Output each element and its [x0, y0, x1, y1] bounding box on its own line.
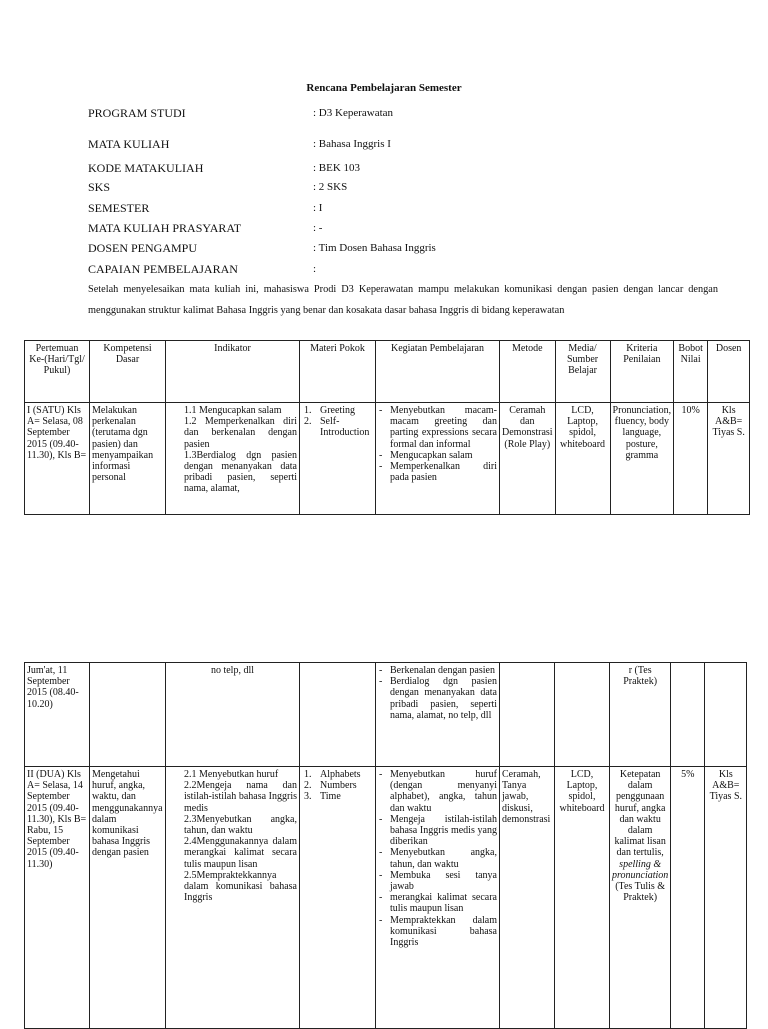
cell-pertemuan: Jum'at, 11 September 2015 (08.40-10.20): [25, 663, 90, 767]
list-item: - Mengucapkan salam: [379, 449, 473, 461]
cell-dosen: [705, 663, 747, 767]
cell-metode: Ceramah dan Demonstrasi (Role Play): [500, 403, 556, 515]
cell-indikator: [166, 403, 300, 515]
list-item: - Menyebutkan huruf (dengan menyanyi alphabet), angka, tahun dan waktu: [379, 769, 497, 814]
meta-value: : 2 SKS: [313, 181, 348, 193]
table-header-row: [25, 341, 750, 403]
meta-value: : Bahasa Inggris I: [313, 138, 391, 150]
cell-kompetensi: Mengetahui huruf, angka, waktu, dan menggunakannya dalam komunikasi bahasa Inggris dengan pasien: [90, 767, 166, 1029]
cell-kriteria: [610, 767, 671, 1029]
cell-pertemuan: I (SATU) Kls A= Selasa, 08 September 2015 (09.40-11.30), Kls B=: [25, 403, 90, 515]
cell-dosen: Kls A&B= Tiyas S.: [705, 767, 747, 1029]
cell-kegiatan: [376, 663, 500, 767]
cell-indikator: no telp, dll: [166, 663, 300, 767]
list-item: 1. Alphabets: [304, 769, 361, 780]
list-item: 1. Greeting: [304, 405, 355, 416]
table-row: [25, 403, 750, 515]
cell-kriteria: Pronunciation, fluency, body language, posture, gramma: [610, 403, 674, 515]
header-metode: Metode: [500, 341, 556, 403]
meta-key: MATA KULIAH PRASYARAT: [88, 221, 242, 235]
cell-bobot: [671, 663, 705, 767]
header-materi: Materi Pokok: [300, 341, 376, 403]
list-item: 2.1 Menyebutkan huruf: [184, 769, 279, 780]
cell-metode: Ceramah, Tanya jawab, diskusi, demonstrasi: [500, 767, 555, 1029]
header-kegiatan: Kegiatan Pembelajaran: [376, 341, 500, 403]
list-item: 3. Time: [304, 791, 341, 803]
header-kompetensi: Kompetensi Dasar: [90, 341, 166, 403]
cell-indikator: [166, 767, 300, 1029]
meta-value: : I: [313, 202, 323, 214]
cell-bobot: 10%: [674, 403, 708, 515]
cell-kegiatan: [376, 403, 500, 515]
header-kriteria: Kriteria Penilaian: [610, 341, 674, 403]
meta-key: MATA KULIAH: [88, 137, 170, 151]
list-item: - Membuka sesi tanya jawab: [379, 869, 497, 893]
cell-materi: [300, 767, 376, 1029]
list-item: - Memperkenalkan diri pada pasien: [379, 461, 497, 484]
rps-table-part-1: [24, 340, 750, 515]
list-item: 2.2Mengeja nama dan istilah-istilah bahasa Inggris medis: [184, 780, 297, 814]
list-item: - merangkai kalimat secara tulis maupun lisan: [379, 892, 497, 915]
header-pertemuan: Pertemuan Ke-(Hari/Tgl/ Pukul): [25, 341, 90, 403]
cell-media: [555, 663, 610, 767]
meta-key: PROGRAM STUDI: [88, 106, 186, 120]
table-row: [25, 767, 747, 1029]
cell-kompetensi: Melakukan perkenalan (terutama dgn pasien) dan menyampaikan informasi personal: [90, 403, 166, 515]
list-item: 1.2 Memperkenalkan diri dan berkenalan dengan pasien: [184, 416, 297, 450]
kriteria-tail: (Tes Tulis & Praktek): [615, 881, 666, 904]
list-item: 2.3Menyebutkan angka, tahun, dan waktu: [184, 813, 297, 837]
list-item: - Berkenalan dengan pasien: [379, 665, 495, 676]
list-item: - Menyebutkan angka, tahun, dan waktu: [379, 847, 497, 870]
cell-media: LCD, Laptop, spidol, whiteboard: [555, 767, 610, 1029]
cell-kegiatan: [376, 767, 500, 1029]
list-item: - Mempraktekkan dalam komunikasi bahasa Inggris: [379, 914, 497, 949]
cell-metode: [500, 663, 555, 767]
list-item: 2. Self-Introduction: [304, 416, 370, 439]
meta-key: CAPAIAN PEMBELAJARAN: [88, 262, 238, 276]
list-item: - Berdialog dgn pasien dengan menanyakan data pribadi pasien, seperti nama, alamat, no telp, dll: [379, 676, 497, 721]
list-item: - Menyebutkan macam-macam greeting dan parting expressions secara formal dan informal: [379, 405, 497, 450]
cell-media: LCD, Laptop, spidol, whiteboard: [555, 403, 610, 515]
document-title: Rencana Pembelajaran Semester: [306, 82, 462, 94]
cell-dosen: Kls A&B= Tiyas S.: [708, 403, 750, 515]
header-bobot: Bobot Nilai: [674, 341, 708, 403]
cell-kompetensi: [90, 663, 166, 767]
cell-pertemuan: II (DUA) Kls A= Selasa, 14 September 2015 (09.40-11.30), Kls B= Rabu, 15 September 2015 (09.40-11.30): [25, 767, 90, 1029]
kriteria-text: Ketepatan dalam penggunaan huruf, angka dan waktu dalam kalimat lisan dan tertulis,: [614, 769, 666, 859]
learning-outcome-paragraph: Setelah menyelesaikan mata kuliah ini, mahasiswa Prodi D3 Keperawatan mampu melakukan komunikasi dengan pasien dengan lancar dengan menggunakan struktur kalimat Bahasa Inggris yang benar dan kosakata dasar bahasa Inggris di bidang keperawatan: [88, 284, 718, 316]
list-item: 2.5Mempraktekkannya dalam komunikasi bahasa Inggris: [184, 869, 297, 904]
meta-key: SKS: [88, 180, 111, 194]
cell-materi: [300, 663, 376, 767]
list-item: 2.4Menggunakannya dalam merangkai kalimat secara tulis maupun lisan: [184, 836, 297, 870]
header-indikator: Indikator: [166, 341, 300, 403]
cell-bobot: 5%: [671, 767, 705, 1029]
meta-value: :: [313, 263, 317, 275]
kriteria-italic: spelling & pronunciation: [612, 858, 669, 881]
meta-value: : -: [313, 222, 323, 234]
cell-materi: [300, 403, 376, 515]
meta-value: : Tim Dosen Bahasa Inggris: [313, 242, 436, 254]
list-item: - Mengeja istilah-istilah bahasa Inggris medis yang diberikan: [379, 813, 497, 848]
rps-table-part-2: [24, 662, 747, 1029]
list-item: 2. Numbers: [304, 780, 357, 792]
meta-value: : D3 Keperawatan: [313, 107, 394, 119]
meta-value: : BEK 103: [313, 162, 361, 174]
header-dosen: Dosen: [708, 341, 750, 403]
meta-key: SEMESTER: [88, 201, 150, 215]
header-media: Media/ Sumber Belajar: [555, 341, 610, 403]
table-row: [25, 663, 747, 767]
meta-key: KODE MATAKULIAH: [88, 161, 204, 175]
cell-kriteria: r (Tes Praktek): [610, 663, 671, 767]
list-item: 1.1 Mengucapkan salam: [184, 405, 282, 416]
list-item: 1.3Berdialog dgn pasien dengan menanyakan data pribadi pasien, seperti nama, alamat,: [184, 449, 297, 495]
meta-key: DOSEN PENGAMPU: [88, 241, 198, 255]
